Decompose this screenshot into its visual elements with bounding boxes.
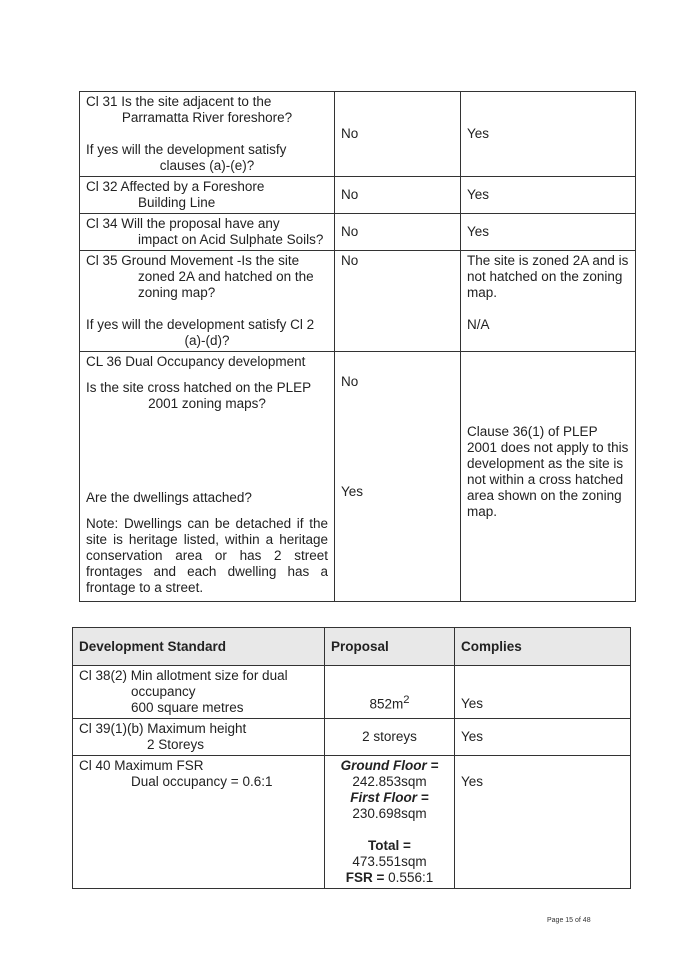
question-text: zoned 2A and hatched on the [138,269,314,284]
standard-text: 600 square metres [131,700,244,715]
question-text: Parramatta River foreshore? [121,110,293,125]
complies-text: Yes [461,774,484,789]
question-text: impact on Acid Sulphate Soils? [138,232,324,247]
answer-cell [335,251,461,352]
header-row [73,628,631,666]
answer-text: Yes [341,484,364,499]
answer-cell [335,92,461,177]
question-cell [80,177,335,214]
proposal-text: 242.853sqm [352,774,427,789]
question-text: Are the dwellings attached? [86,490,252,505]
question-text: CL 36 Dual Occupancy development [86,354,306,369]
table-row [80,251,636,352]
answer-cell [335,214,461,251]
proposal-text: 0.556:1 [384,870,434,885]
standard-text: Dual occupancy = 0.6:1 [131,774,273,789]
standard-text: occupancy [131,684,196,699]
question-text: 2001 zoning maps? [148,396,266,411]
comment-text: Yes [467,187,490,202]
question-cell [80,251,335,352]
standard-text: Cl 40 Maximum FSR [79,758,204,773]
question-text: Cl 34 Will the proposal have any [86,216,280,231]
question-text: If yes will the development satisfy Cl 2 [86,317,315,332]
proposal-label: Ground Floor = [340,758,439,773]
proposal-cell [325,756,455,889]
complies-cell [455,756,631,889]
proposal-label: First Floor = [350,790,429,805]
question-text: Cl 32 Affected by a Foreshore [86,179,265,194]
answer-cell [335,352,461,602]
table-row [73,756,631,889]
column-header: Complies [455,628,631,666]
answer-text: No [341,253,359,268]
answer-text: No [341,224,359,239]
page-number: Page 15 of 48 [547,917,591,924]
question-text: (a)-(d)? [184,333,230,348]
proposal-cell [325,719,455,756]
standard-text: Cl 39(1)(b) Maximum height [79,721,247,736]
question-text: zoning map? [138,285,216,300]
standard-text: Cl 38(2) Min allotment size for dual [79,668,288,683]
proposal-label: FSR = [345,870,385,885]
standard-cell [73,666,325,719]
answer-text: No [341,374,359,389]
question-text: Cl 35 Ground Movement -Is the site [86,253,300,268]
proposal-label: Total = [368,838,411,853]
standards-table [72,627,631,889]
comment-cell [461,352,636,602]
standard-cell [73,756,325,889]
answer-text: No [341,126,359,141]
comment-text: Yes [467,126,490,141]
comment-text: Yes [467,224,490,239]
answer-text: No [341,187,359,202]
question-text: Building Line [138,195,216,210]
question-cell [80,214,335,251]
comment-text: The site is zoned 2A and is not hatched on the zoning map. [467,253,629,300]
complies-text: Yes [461,729,484,744]
table-row [80,92,636,177]
answer-cell [335,177,461,214]
question-cell [80,352,335,602]
complies-cell [455,719,631,756]
column-header: Proposal [325,628,455,666]
question-cell [80,92,335,177]
question-text: clauses (a)-(e)? [159,158,255,173]
question-text: If yes will the development satisfy [86,142,287,157]
table-row [80,352,636,602]
comment-cell [461,214,636,251]
proposal-text: 852m [369,696,404,711]
proposal-cell [325,666,455,719]
comment-cell [461,92,636,177]
comment-cell [461,177,636,214]
comment-text: Clause 36(1) of PLEP 2001 does not apply to this development as the site is not within a cross hatched area shown on the zoning map. [467,424,629,519]
comment-cell [461,251,636,352]
standard-cell [73,719,325,756]
proposal-text: 473.551sqm [352,854,427,869]
superscript: 2 [403,693,410,706]
table-row [73,719,631,756]
note-text: Note: Dwellings can be detached if the site is heritage listed, within a heritage conservation area or has 2 street frontages and each dwelling has a frontage to a street. [86,516,328,595]
question-text: Cl 31 Is the site adjacent to the [86,94,272,109]
standard-text: 2 Storeys [147,737,205,752]
clauses-table [79,91,636,602]
table-row [73,666,631,719]
complies-cell [455,666,631,719]
question-text: Is the site cross hatched on the PLEP [86,380,312,395]
comment-text: N/A [467,317,490,332]
proposal-text: 2 storeys [362,729,417,744]
table-row [80,214,636,251]
complies-text: Yes [461,696,484,711]
column-header: Development Standard [73,628,325,666]
proposal-text: 230.698sqm [352,806,427,821]
table-row [80,177,636,214]
